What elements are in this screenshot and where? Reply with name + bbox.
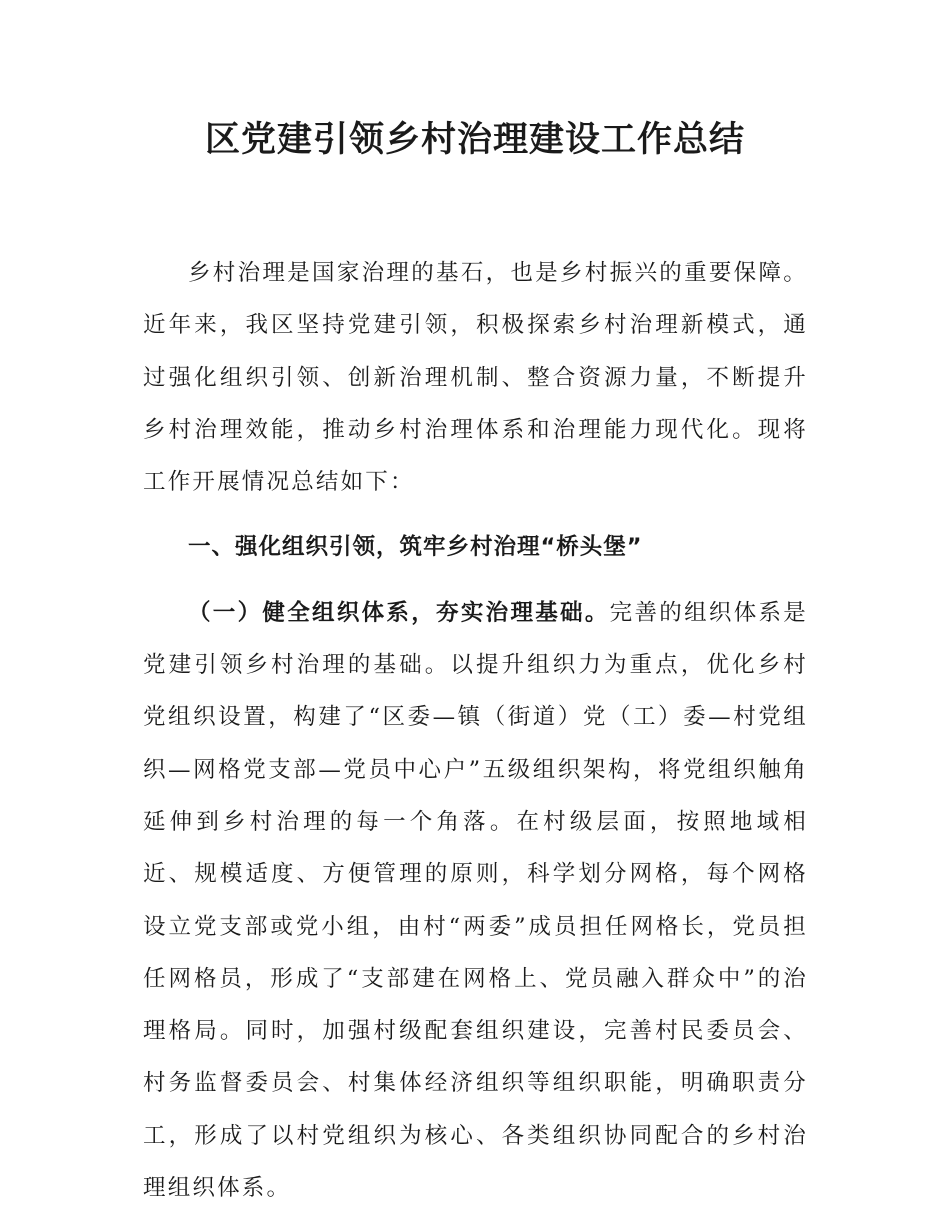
document-title: 区党建引领乡村治理建设工作总结 <box>204 120 745 160</box>
document-body <box>143 247 808 1214</box>
sub-heading: （一）健全组织体系，夯实治理基础。 <box>188 599 610 626</box>
intro-paragraph: 乡村治理是国家治理的基石，也是乡村振兴的重要保障。近年来，我区坚持党建引领，积极探索乡村治理新模式，通过强化组织引领、创新治理机制、整合资源力量，不断提升乡村治理效能，推动乡村治理体系和治理能力现代化。现将工作开展情况总结如下： <box>143 260 808 496</box>
section-heading: 一、强化组织引领，筑牢乡村治理“桥头堡” <box>188 534 643 561</box>
section-paragraph <box>143 587 808 1215</box>
paragraph-text: 完善的组织体系是党建引领乡村治理的基础。以提升组织力为重点，优化乡村党组织设置，构建了“区委—镇（街道）党（工）委—村党组织—网格党支部—党员中心户”五级组织架构，将党组织触角延伸到乡村治理的每一个角落。在村级层面，按照地域相近、规模适度、方便管理的原则，科学划分网格，每个网格设立党支部或党小组，由村“两委”成员担任网格长，党员担任网格员，形成了“支部建在网格上、党员融入群众中”的治理格局。同时，加强村级配套组织建设，完善村民委员会、村务监督委员会、村集体经济组织等组织职能，明确职责分工，形成了以村党组织为核心、各类组织协同配合的乡村治理组织体系。 <box>143 599 808 1202</box>
